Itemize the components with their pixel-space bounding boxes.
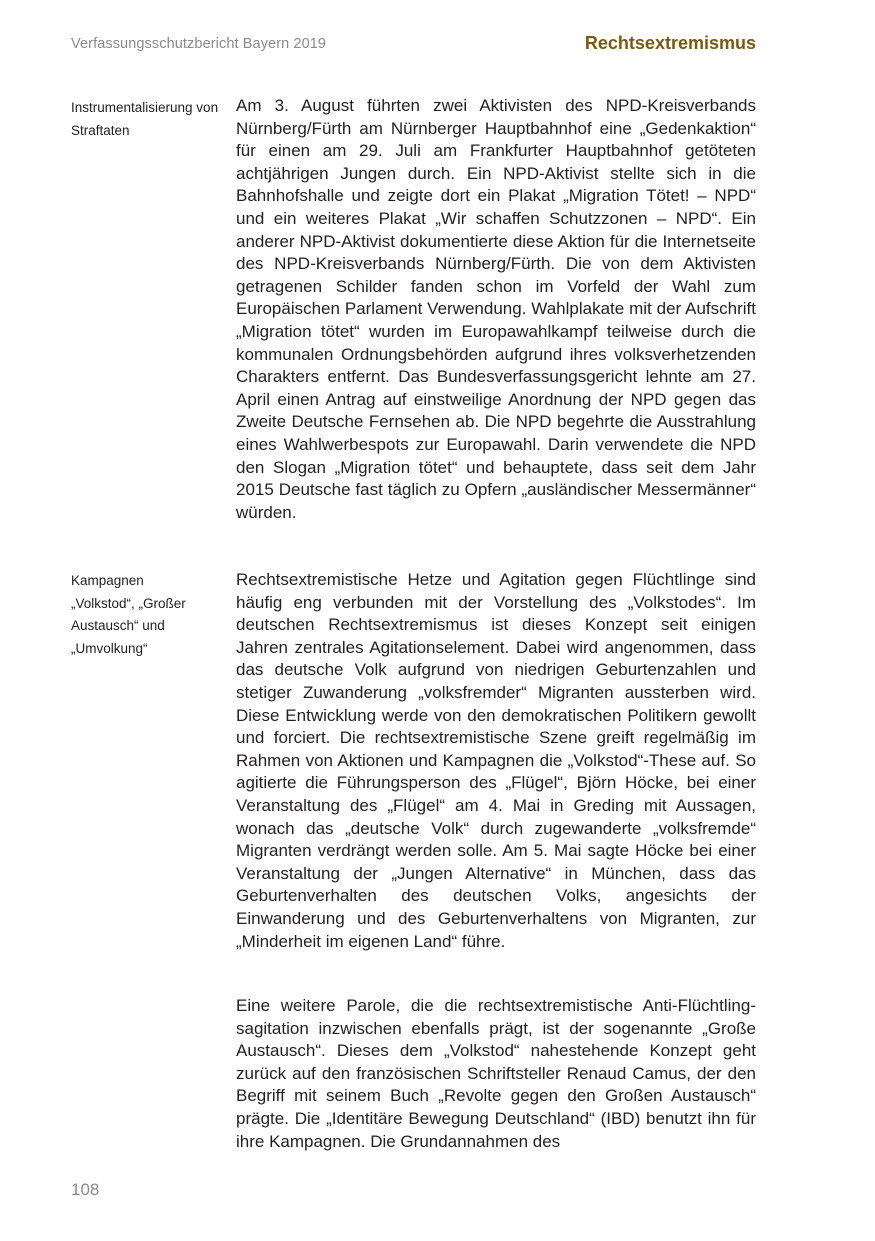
paragraph-npd-aktion: Am 3. August führten zwei Aktivisten des NPD-Kreisverbands Nürnberg/Fürth am Nürnberger Hauptbahnhof eine „Gedenkaktion“ für einen am 29. Juli am Frankfurter Hauptbahnhof getöteten achtjährigen Jungen durch. Ein NPD-Aktivist stellte sich in die Bahnhofshalle und zeigte dort ein Plakat „Migration Tötet! – NPD“ und ein weiteres Plakat „Wir schaffen Schutzzonen – NPD“. Ein anderer NPD-Aktivist dokumentierte diese Aktion für die Internetseite des NPD-Kreisverbands Nürnberg/​Fürth. Die von dem Aktivisten getragenen Schilder fanden schon im Vorfeld der Wahl zum Europäischen Parlament Verwendung. Wahlplakate mit der Aufschrift „Migration tötet“ wurden im Europawahlkampf teilweise durch die kommunalen Ordnungsbehörden aufgrund ihres volksverhetzenden Charakters entfernt. Das Bundesverfassungsgericht lehnte am 27. April einen Antrag auf einstweilige Anordnung der NPD gegen das Zweite Deutsche Fernsehen ab. Die NPD begehrte die Ausstrahlung eines Wahlwerbespots zur Europawahl. Darin verwendete die NPD den Slogan „Migration tötet“ und behauptete, dass seit dem Jahr 2015 Deutsche fast täglich zu Opfern „ausländischer Messermänner“ würden. [236, 96, 756, 522]
margin-note-instrumentalisierung: Instrumentalisierung von Straftaten [71, 100, 219, 138]
paragraph-volkstod: Rechtsextremistische Hetze und Agitation gegen Flüchtlinge sind häufig eng verbunden mit der Vorstellung des „Volkstodes“. Im deutschen Rechtsextremismus ist dieses Konzept seit einigen Jahren zentrales Agitationselement. Dabei wird angenommen, dass das deutsche Volk aufgrund von niedrigen Geburtenzahlen und stetiger Zuwanderung „volksfremder“ Migranten aussterben wird. Diese Entwicklung werde von den demokratischen Politikern gewollt und forciert. Die rechtsextremistische Szene greift regelmäßig im Rahmen von Aktionen und Kampagnen die „Volkstod“-These auf. So agitierte die Führungsperson des „Flügel“, Björn Höcke, bei einer Veranstaltung des „Flügel“ am 4. Mai in Greding mit Aussagen, wonach das „deutsche Volk“ durch zugewanderte „volksfremde“ Migranten verdrängt werden solle. Am 5. Mai sagte Höcke bei einer Veranstaltung der „Jungen Alternative“ in München, dass das Geburtenverhalten des deutschen Volks, angesichts der Einwanderung und des Geburtenverhaltens von Migranten, zur „Minderheit im eigenen Land“ führe. [236, 570, 756, 951]
paragraph-grosser-austausch: Eine weitere Parole, die die rechtsextremistische Anti-Flüchtlingsagitation inzwischen ebenfalls prägt, ist der sogenannte „Große Austausch“. Dieses dem „Volkstod“ nahestehende Konzept geht zurück auf den französischen Schriftsteller Renaud Camus, der den Begriff mit seinem Buch „Revolte gegen den Großen Austausch“ prägte. Die „Identitäre Bewegung Deutschland“ (IBD) benutzt ihn für ihre Kampagnen. Die Grundannahmen des [236, 996, 756, 1151]
running-header-title: Verfassungsschutzbericht Bayern 2019 [71, 36, 327, 52]
running-header-section: Rechtsextremismus [584, 33, 756, 53]
margin-note-kampagnen: Kampagnen „Volkstod“, „Großer Austausch“ und „Umvolkung“ [71, 573, 186, 656]
page-number: 108 [71, 1180, 100, 1199]
